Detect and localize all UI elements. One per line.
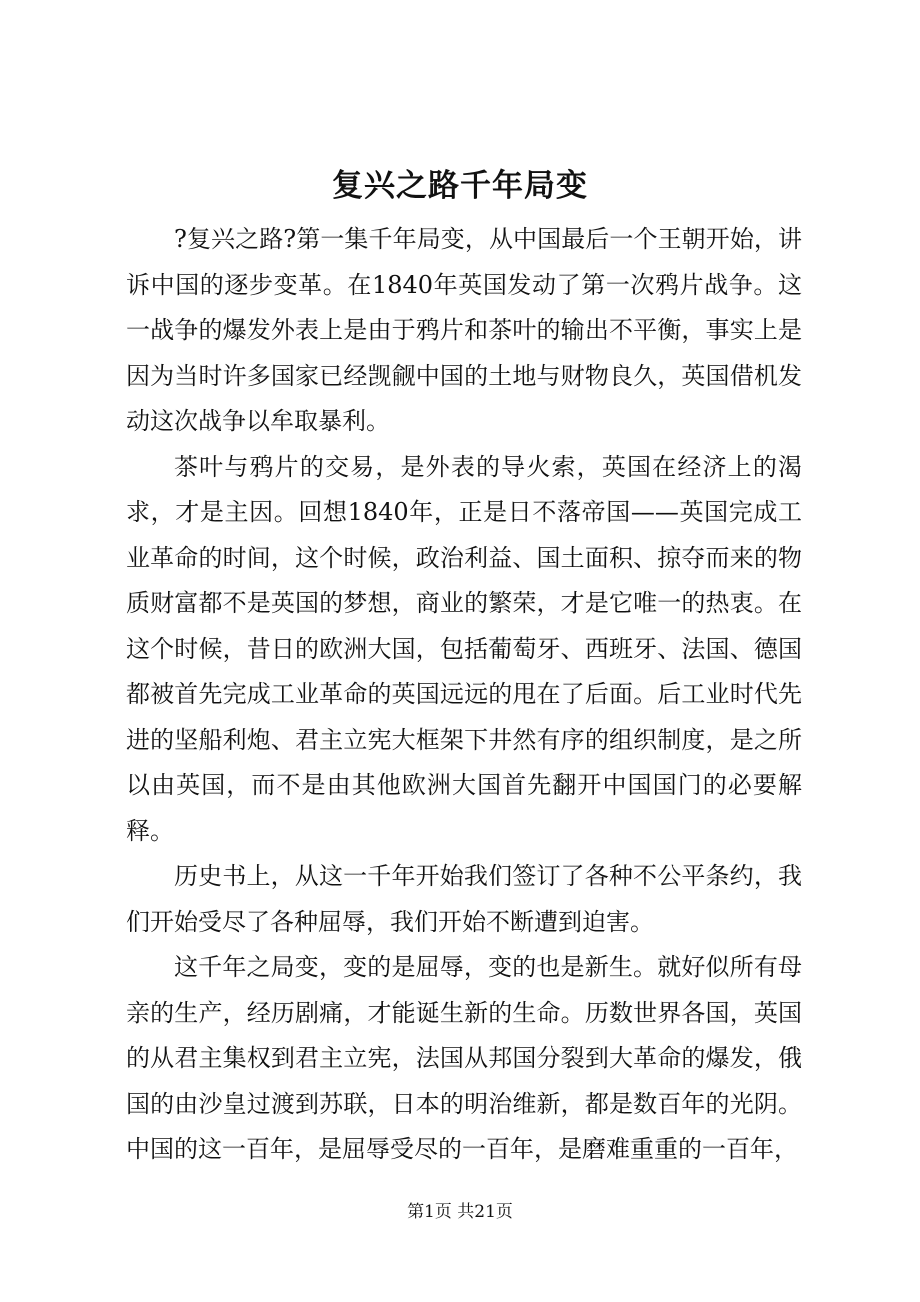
paragraph-3: 历史书上，从这一千年开始我们签订了各种不公平条约，我们开始受尽了各种屈辱，我们开始不断遭到迫害。: [126, 862, 802, 936]
document-body: [126, 217, 802, 1173]
paragraph-2: 茶叶与鸦片的交易，是外表的导火索，英国在经济上的渴求，才是主因。回想1840年，正是日不落帝国——英国完成工业革命的时间，这个时候，政治利益、国土面积、掠夺而来的物质财富都不是英国的梦想，商业的繁荣，才是它唯一的热衷。在这个时候，昔日的欧洲大国，包括葡萄牙、西班牙、法国、德国都被首先完成工业革命的英国远远的甩在了后面。后工业时代先进的坚船利炮、君主立宪大框架下井然有序的组织制度，是之所以由英国，而不是由其他欧洲大国首先翻开中国国门的必要解释。: [126, 452, 802, 845]
paragraph-4: 这千年之局变，变的是屈辱，变的也是新生。就好似所有母亲的生产，经历剧痛，才能诞生新的生命。历数世界各国，英国的从君主集权到君主立宪，法国从邦国分裂到大革命的爆发，俄国的由沙皇过渡到苏联，日本的明治维新，都是数百年的光阴。中国的这一百年，是屈辱受尽的一百年，是磨难重重的一百年，: [126, 953, 802, 1163]
paragraph-1: ?复兴之路?第一集千年局变，从中国最后一个王朝开始，讲诉中国的逐步变革。在1840年英国发动了第一次鸦片战争。这一战争的爆发外表上是由于鸦片和茶叶的输出不平衡，事实上是因为当时许多国家已经觊觎中国的土地与财物良久，英国借机发动这次战争以牟取暴利。: [126, 225, 802, 435]
page-footer: 第1页 共21页: [407, 1202, 513, 1222]
document-title: 复兴之路千年局变: [332, 168, 588, 204]
